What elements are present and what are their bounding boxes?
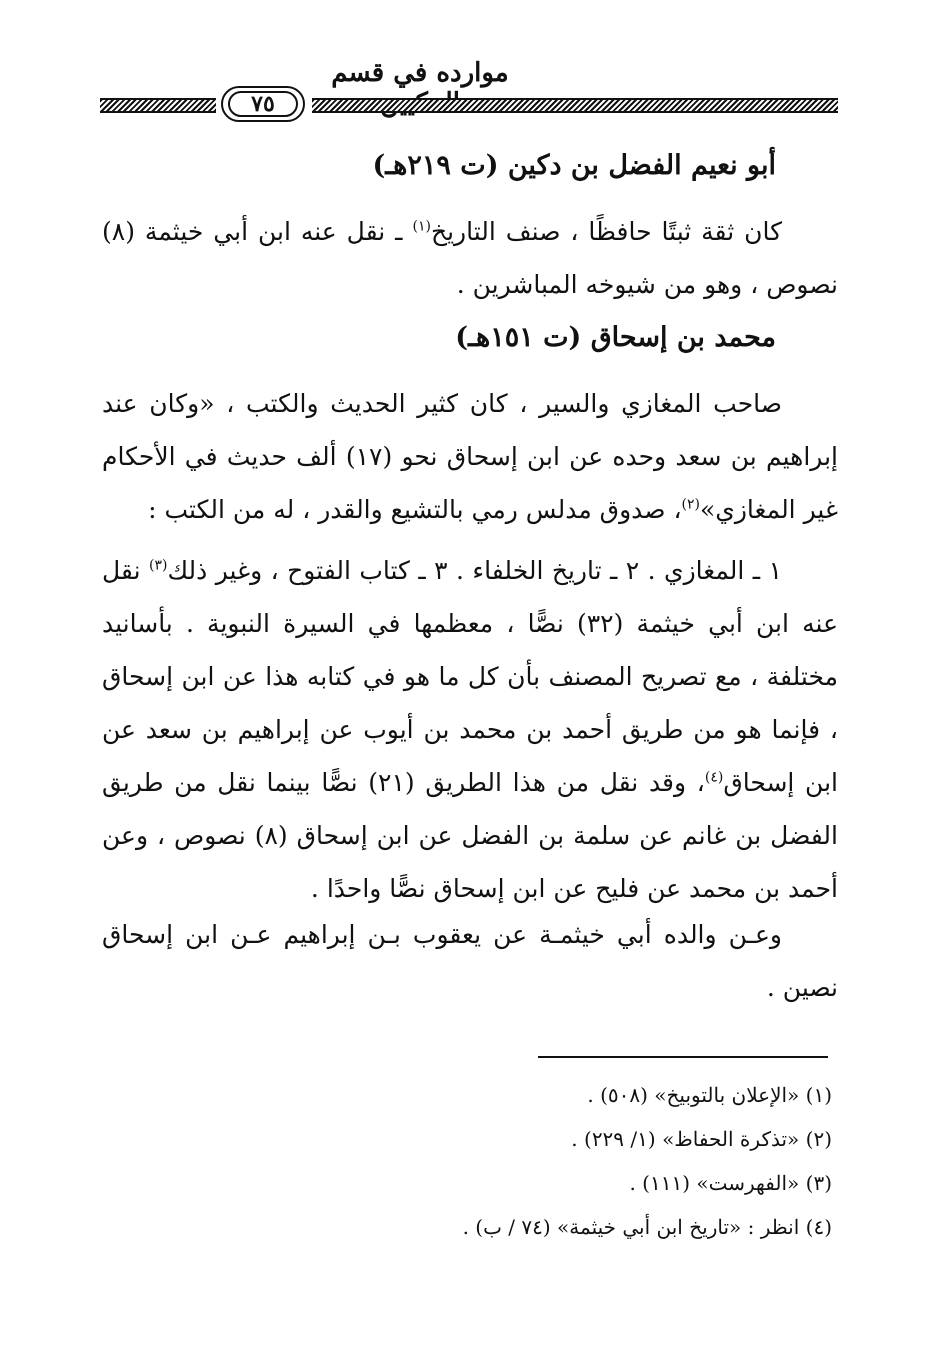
footnote-1: (١) «الإعلان بالتوبيخ» (٥٠٨) . bbox=[587, 1083, 832, 1107]
paragraph-text: نقل عنه ابن أبي خيثمة (٣٢) نصًّا ، معظمها في السيرة النبوية . بأسانيد مختلفة ، مع تصريح المصنف بأن كل ما هو في كتابه هذا عن ابن إسحاق ، فإنما هو من طريق أحمد بن محمد بن أيوب عن إبراهيم بن سعد عن ابن إسحاق bbox=[102, 556, 839, 797]
footnote-2: (٢) «تذكرة الحفاظ» (١/ ٢٢٩) . bbox=[571, 1127, 832, 1151]
paragraph-text: كان ثقة ثبتًا حافظًا ، صنف التاريخ bbox=[430, 217, 782, 246]
running-title: موارده في قسم bbox=[331, 58, 509, 88]
paragraph-ibn-ishaq-father bbox=[102, 908, 838, 1014]
paragraph-text: وعـن والده أبي خيثمـة عن يعقوب بـن إبراهيم عـن ابن إسحاق نصين . bbox=[102, 920, 838, 1002]
header-ornament-right bbox=[312, 98, 838, 113]
footnote-ref-2: (٢) bbox=[681, 496, 700, 513]
footnote-ref-4: (٤) bbox=[704, 769, 724, 786]
footnote-4: (٤) انظر : «تاريخ ابن أبي خيثمة» (٧٤ / ب) . bbox=[462, 1215, 832, 1239]
footnotes bbox=[300, 1073, 840, 1249]
footnote-ref-1: (١) bbox=[412, 218, 431, 235]
section-heading-abu-nuaim: أبو نعيم الفضل بن دكين (ت ٢١٩هـ) bbox=[372, 150, 776, 181]
page-number: ٧٥ bbox=[228, 91, 298, 117]
header-ornament-left bbox=[100, 98, 216, 113]
paragraph-text: ١ ـ المغازي . ٢ ـ تاريخ الخلفاء . ٣ ـ كتاب الفتوح ، وغير ذلك bbox=[167, 556, 782, 585]
paragraph-text: ، وقد نقل من هذا الطريق (٢١) نصًّا بينما نقل من طريق الفضل بن غانم عن سلمة بن الفضل عن ابن إسحاق (٨) نصوص ، وعن أحمد بن محمد عن فليح عن ابن إسحاق نصًّا واحدًا . bbox=[102, 768, 838, 903]
paragraph-ibn-ishaq-books bbox=[102, 544, 838, 915]
section-heading-ibn-ishaq: محمد بن إسحاق (ت ١٥١هـ) bbox=[455, 322, 776, 353]
footnote-3: (٣) «الفهرست» (١١١) . bbox=[629, 1171, 832, 1195]
footnote-separator bbox=[538, 1056, 828, 1058]
footnote-ref-3: (٣) bbox=[148, 557, 168, 574]
page-number-badge bbox=[221, 86, 305, 122]
paragraph-abu-nuaim bbox=[102, 205, 838, 311]
paragraph-text: ـ نقل عنه ابن أبي خيثمة (٨) نصوص ، وهو من شيوخه المباشرين . bbox=[102, 217, 838, 299]
paragraph-text: ، صدوق مدلس رمي بالتشيع والقدر ، له من الكتب : bbox=[148, 495, 682, 524]
paragraph-ibn-ishaq-intro bbox=[102, 377, 838, 536]
paragraph-text: صاحب المغازي والسير ، كان كثير الحديث والكتب ، «وكان عند إبراهيم بن سعد وحده عن ابن إسحاق نحو (١٧) ألف حديث في الأحكام غير المغازي» bbox=[102, 389, 838, 524]
